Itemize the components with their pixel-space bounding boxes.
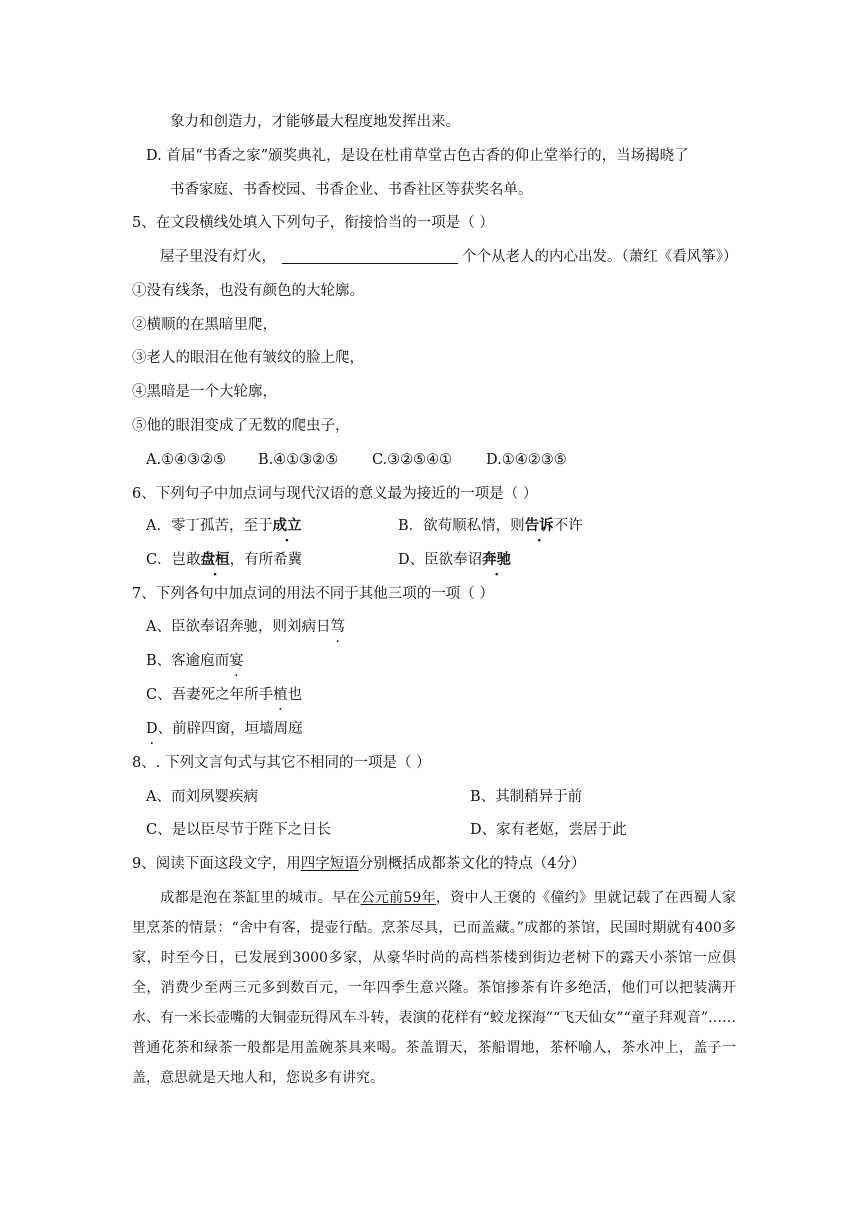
q5-item-4: ④黑暗是一个大轮廓，	[132, 384, 277, 400]
q9-passage-body: ，资中人王褒的《僮约》里就记载了在西蜀人家里烹茶的情景：“舍中有客，提壶行酤。烹茶尽具，已而盖藏。”成都的茶馆，民国时期就有400多家，时至今日，已发展到3000多家，从豪华时尚的高档茶楼到街边老树下的露天小茶馆一应俱全，消费少至两三元多到数百元，一年四季生意兴隆。茶馆掺茶有许多绝活，他们可以把装满开水、有一米长壶嘴的大铜壶玩得风车斗转，表演的花样有“蛟龙探海”“飞天仙女”“童子拜观音”……普通花茶和绿茶一般都是用盖碗茶具来喝。茶盖谓天，茶船谓地，茶杯喻人，茶水冲上，盖子一盖，意思就是天地人和，您说多有讲究。	[132, 890, 737, 1086]
q7-option-c	[146, 685, 302, 705]
q6-option-c-tail: ，有所希冀	[229, 552, 303, 568]
q5-item-5: ⑤他的眼泪变成了无数的爬虫子，	[132, 418, 350, 434]
q8-option-d: D、家有老妪，尝居于此	[470, 822, 627, 838]
q7-option-b	[146, 651, 244, 671]
q9-stem-tail: 分别概括成都茶文化的特点（4分）	[358, 856, 586, 872]
q8-option-b: B、其制稍异于前	[470, 789, 583, 805]
q5-option-c: C.③②⑤④①	[372, 452, 453, 468]
q8-option-a: A、而刘夙婴疾病	[146, 789, 258, 805]
q7-option-c-text: C、吾妻死之年所手	[146, 687, 274, 703]
q7-option-d-text: 、前辟四窗，垣墙周庭	[157, 721, 303, 737]
q6-option-a	[146, 516, 301, 536]
q6-option-c-text: C．岂敢	[146, 552, 201, 568]
q5-answer-blank	[282, 247, 458, 264]
q6-option-b-dotted-word: 告诉	[524, 517, 554, 534]
q5-item-1: ①没有线条，也没有颜色的大轮廓。	[132, 283, 364, 299]
q6-option-d	[398, 550, 511, 570]
q7-stem: 7、下列各句中加点词的用法不同于其他三项的一项（ ）	[132, 586, 494, 602]
q5-passage-after: 个个从老人的内心出发。（萧红《看风筝》）	[462, 249, 738, 265]
q4-option-d-line1: D. 首届“书香之家”颁奖典礼，是设在杜甫草堂古色古香的仰止堂举行的，当场揭晓了	[146, 148, 689, 164]
q6-option-d-dotted-word: 奔驰	[482, 551, 512, 568]
q4-option-c-tail: 象力和创造力，才能够最大程度地发挥出来。	[170, 114, 460, 130]
q6-option-d-text: D、臣欲奉诏	[398, 552, 483, 568]
q8-option-c: C、是以臣尽节于陛下之日长	[146, 822, 332, 838]
q5-item-2: ②横顺的在黑暗里爬，	[132, 317, 277, 333]
q7-option-c-dotted-word: 植	[273, 687, 288, 703]
q6-option-b-tail: 不许	[553, 518, 583, 534]
q7-option-d	[146, 719, 303, 739]
q4-option-d-line2: 书香家庭、书香校园、书香企业、书香社区等获奖名单。	[170, 182, 533, 198]
q9-passage-underlined-date: 公元前59年	[360, 890, 436, 906]
q7-option-a-dotted-word: 笃	[330, 619, 345, 635]
q5-option-b: B.④①③②⑤	[258, 452, 339, 468]
q9-stem-underlined: 四字短语	[300, 856, 359, 872]
q9-stem-text: 9、阅读下面这段文字，用	[132, 856, 301, 872]
q5-option-a: A.①④③②⑤	[146, 452, 227, 468]
q5-option-d: D.①④②③⑤	[486, 452, 567, 468]
q5-stem: 5、在文段横线处填入下列句子，衔接恰当的一项是（ ）	[132, 215, 494, 231]
q5-item-3: ③老人的眼泪在他有皱纹的脸上爬，	[132, 350, 364, 366]
q9-stem	[132, 854, 585, 874]
q5-passage-before: 屋子里没有灯火，	[160, 249, 276, 265]
q7-option-a-text: A、臣欲奉诏奔驰，则刘病日	[146, 619, 331, 635]
q5-passage	[160, 247, 738, 267]
q6-option-b	[398, 516, 583, 536]
q8-stem: 8、. 下列文言句式与其它不相同的一项是（ ）	[132, 755, 431, 771]
q6-option-a-text: A．零丁孤苦，至于	[146, 518, 273, 534]
q6-option-a-dotted-word: 成立	[272, 517, 302, 534]
q6-option-c-dotted-word: 盘桓	[200, 551, 230, 568]
q6-stem: 6、下列句子中加点词与现代汉语的意义最为接近的一项是（ ）	[132, 486, 538, 502]
q7-option-a	[146, 617, 345, 637]
q9-passage-start: 成都是泡在茶缸里的城市。早在	[160, 890, 361, 906]
q9-passage	[132, 883, 736, 1093]
q7-option-b-text: B、客逾庖而	[146, 653, 230, 669]
q7-option-c-tail: 也	[287, 687, 303, 703]
q7-option-d-dotted-letter: D ·	[146, 719, 158, 739]
q7-option-b-dotted-word: 宴	[229, 653, 244, 669]
q6-option-b-text: B．欲苟顺私情，则	[398, 518, 525, 534]
q6-option-c	[146, 550, 302, 570]
